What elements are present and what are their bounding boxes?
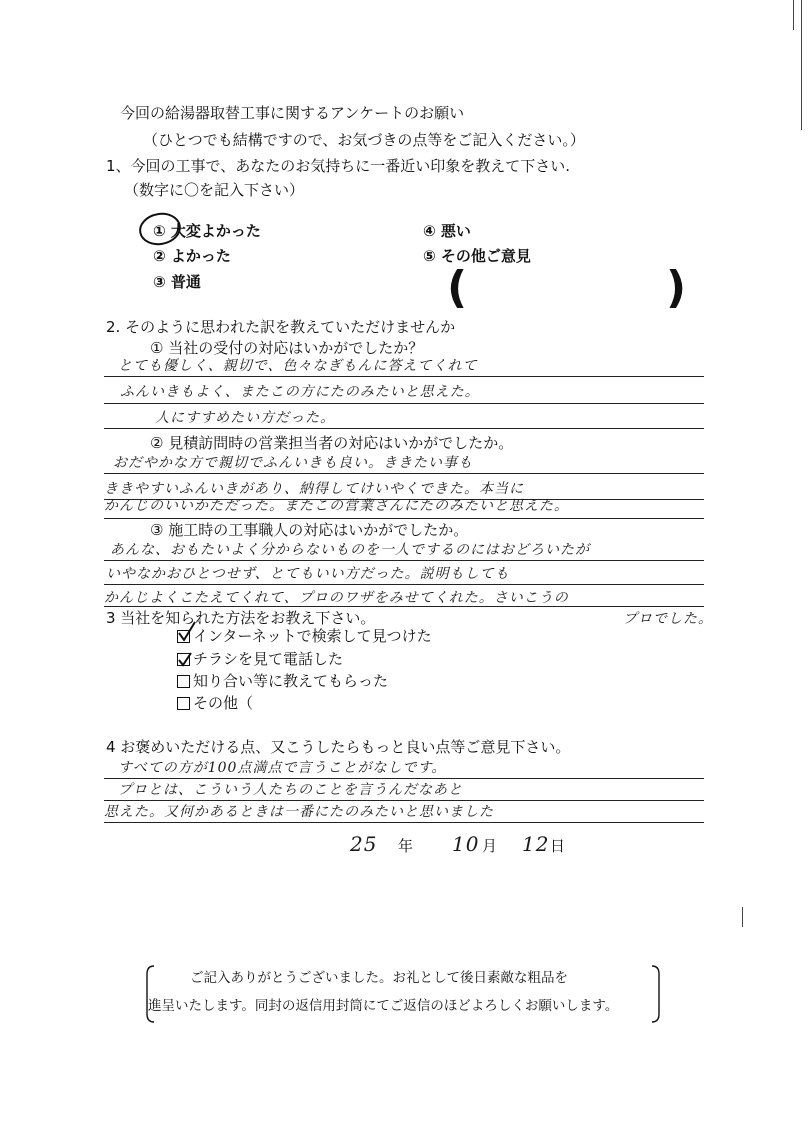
q2-sub3-answer-2: いやなかおひとつせず、とてもいい方だった。説明もしても [106,566,510,582]
scan-edge-mark [793,0,794,30]
date-day-label: 日 [550,837,566,855]
checkbox-icon[interactable] [177,675,190,688]
q1-other-open-paren: ( [447,262,468,313]
footer-bracket-right [650,964,660,1024]
q2-sub3-answer-1: あんな、おもたいよく分からないものを一人でするのにはおどろいたが [110,542,590,558]
stray-pen-mark [742,907,743,927]
answer-line [104,376,704,377]
q1-option-5[interactable]: ⑤ その他ご意見 [423,247,531,265]
answer-line [104,428,704,429]
scan-edge-mark-2 [801,0,802,130]
q3-option-label: その他（ [193,694,254,712]
date-month-value: 10 [452,832,480,856]
q3-option-label: 知り合い等に教えてもらった [193,672,389,690]
q1-option-4[interactable]: ④ 悪い [423,222,471,240]
answer-line [104,560,704,561]
q2-sub3-label: ③ 施工時の工事職人の対応はいかがでしたか。 [150,521,469,539]
q2-sub2-answer-1: おだやかな方で親切でふんいきも良い。ききたい事も [113,455,473,471]
q4-answer-3: 思えた。又何かあるときは一番にたのみたいと思いました [104,804,494,820]
q1-instruction: （数字に〇を記入下さい） [124,181,305,199]
q4-answer-1: すべての方が100点満点で言うことがなしです。 [118,760,447,776]
q3-question: 3 当社を知られた方法をお教え下さい。 [106,609,376,627]
footer-note-box [146,964,660,1024]
answer-line [104,518,704,519]
date-year-value: 25 [350,832,378,856]
footer-line-1: ご記入ありがとうございました。お礼として後日素敵な粗品を [190,970,568,986]
date-year-label: 年 [398,837,414,855]
survey-title: 今回の給湯器取替工事に関するアンケートのお願い [120,104,465,122]
footer-line-2: 進呈いたします。同封の返信用封筒にてご返信のほどよろしくお願いします。 [148,998,619,1014]
q3-option-label: インターネットで検索して見つけた [193,627,432,645]
q1-question: 1、今回の工事で、あなたのお気持ちに一番近い印象を教えて下さい. [106,157,571,175]
footer-bracket-left [146,964,156,1024]
q2-sub1-answer-2: ふんいきもよく、またこの方にたのみたいと思えた。 [120,384,480,400]
date-month-label: 月 [482,837,498,855]
q2-sub1-answer-1: とても優しく、親切で、色々なぎもんに答えてくれて [118,358,478,374]
q1-other-close-paren: ) [666,262,687,313]
q2-sub2-answer-2: ききやすいふんいきがあり、納得してけいやくできた。本当に [104,481,524,497]
q2-sub2-answer-3: かんじのいいかただった。またこの営業さんにたのみたいと思えた。 [104,498,569,514]
q2-sub1-answer-3: 人にすすめたい方だった。 [155,410,336,426]
answer-line [104,403,704,404]
q2-sub3-answer-4: プロでした。 [623,611,713,627]
checkbox-icon[interactable] [177,697,190,710]
answer-line [104,606,704,607]
q1-option-1[interactable]: ① 大変よかった [153,222,261,240]
check-mark-icon [177,650,193,668]
q2-sub1-label: ① 当社の受付の対応はいかがでしたか？ [150,339,424,357]
q4-answer-2: プロとは、こういう人たちのことを言うんだなあと [118,782,463,798]
answer-line [104,584,704,585]
q2-sub3-answer-3: かんじよくこたえてくれて、プロのワザをみせてくれた。さいこうの [104,590,569,606]
survey-subtitle: （ひとつでも結構ですので、お気づきの点等をご記入ください。） [143,131,585,149]
q1-option-2[interactable]: ② よかった [153,247,231,265]
q2-question: 2. そのように思われた訳を教えていただけませんか [106,318,456,336]
q1-option-3[interactable]: ③ 普通 [153,273,201,291]
q4-question: 4 お褒めいただける点、又こうしたらもっと良い点等ご意見下さい。 [106,738,571,756]
answer-line [104,473,704,474]
q3-option-label: チラシを見て電話した [193,650,344,668]
date-day-value: 12 [522,832,550,856]
q2-sub2-label: ② 見積訪問時の営業担当者の対応はいかがでしたか。 [150,434,514,452]
answer-line [104,822,704,823]
